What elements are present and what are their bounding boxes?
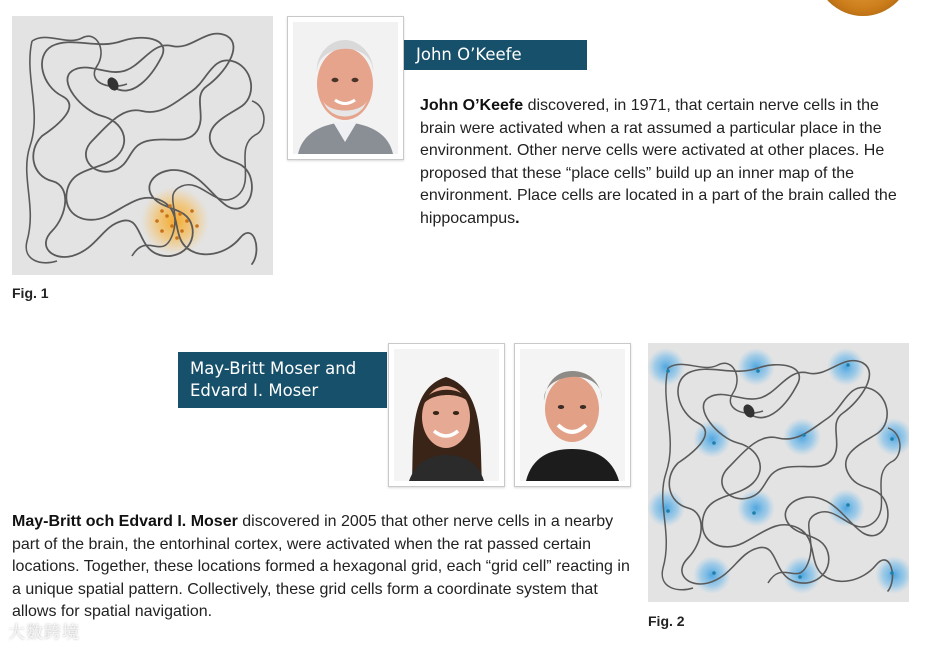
okeefe-photo-illustration (293, 22, 398, 154)
fig1-trajectory-svg (12, 16, 273, 275)
moser-description (12, 511, 634, 624)
grid-field (875, 418, 909, 456)
grid-field (693, 556, 731, 594)
spike-dot (890, 437, 894, 441)
okeefe-banner-text: John O’Keefe (416, 45, 522, 64)
grid-field (737, 348, 775, 386)
moser-banner-line1: May-Britt Moser and (190, 359, 357, 378)
spike-dot (160, 209, 164, 213)
moser-name-banner (178, 352, 387, 408)
fig1-place-cell-diagram (12, 16, 273, 275)
okeefe-name-bold: John O’Keefe (420, 97, 524, 114)
spike-dot (890, 571, 894, 575)
spike-dot (155, 219, 159, 223)
spike-dot (666, 369, 670, 373)
spike-dot (846, 363, 850, 367)
grid-field (783, 418, 821, 456)
spike-dot (712, 571, 716, 575)
fig1-caption: Fig. 1 (12, 285, 49, 301)
moser-description-text: discovered in 2005 that other nerve cells in a nearby part of the brain, the entorhinal cortex, were activated when the rat passed certain locations. Together, these locations formed a hexagonal grid, each “grid cell” reacting in a unique spatial pattern. Collectively, these grid cells form a coordinate system that allows for spatial navigation. (12, 513, 630, 621)
spike-dot (798, 575, 802, 579)
spike-dot (168, 204, 172, 208)
fig2-trajectory-svg (648, 343, 909, 602)
rat-trajectory-path (669, 361, 892, 591)
watermark-text: 大数跨境 (8, 623, 80, 643)
spike-dot (666, 509, 670, 513)
spike-dot (752, 511, 756, 515)
spike-dot (712, 441, 716, 445)
edvard-moser-portrait (514, 343, 631, 487)
moser-banner-line2: Edvard I. Moser (190, 381, 319, 400)
grid-cell-spikes (666, 363, 894, 579)
okeefe-portrait (287, 16, 404, 160)
spike-dot (846, 503, 850, 507)
okeefe-description-end: . (515, 209, 520, 227)
fig2-caption: Fig. 2 (648, 613, 685, 629)
fig2-grid-cell-diagram (648, 343, 909, 602)
moser-name-bold: May-Britt och Edvard I. Moser (12, 513, 238, 530)
grid-field (648, 489, 685, 527)
spike-dot (170, 224, 174, 228)
okeefe-description-text: discovered, in 1971, that certain nerve cells in the brain were activated when a rat assumed a particular place in the environment. Other nerve cells were activated at other places. He proposed that these “place cells” build up an inner map of the environment. Place cells are located in a part of the brain called the hippocampus (420, 97, 897, 227)
spike-dot (756, 369, 760, 373)
spike-dot (178, 212, 182, 216)
may-britt-moser-photo-illustration (394, 349, 499, 481)
edvard-moser-photo-illustration (520, 349, 625, 481)
spike-dot (160, 229, 164, 233)
rat-trajectory-path-2 (662, 363, 900, 590)
okeefe-description (420, 95, 908, 231)
spike-dot (165, 214, 169, 218)
spike-dot (175, 236, 179, 240)
spike-dot (180, 229, 184, 233)
spike-dot (195, 224, 199, 228)
spike-dot (185, 219, 189, 223)
may-britt-moser-portrait (388, 343, 505, 487)
spike-dot (802, 433, 806, 437)
decorative-orb (815, 0, 911, 16)
spike-dot (190, 209, 194, 213)
okeefe-name-banner (404, 40, 587, 70)
